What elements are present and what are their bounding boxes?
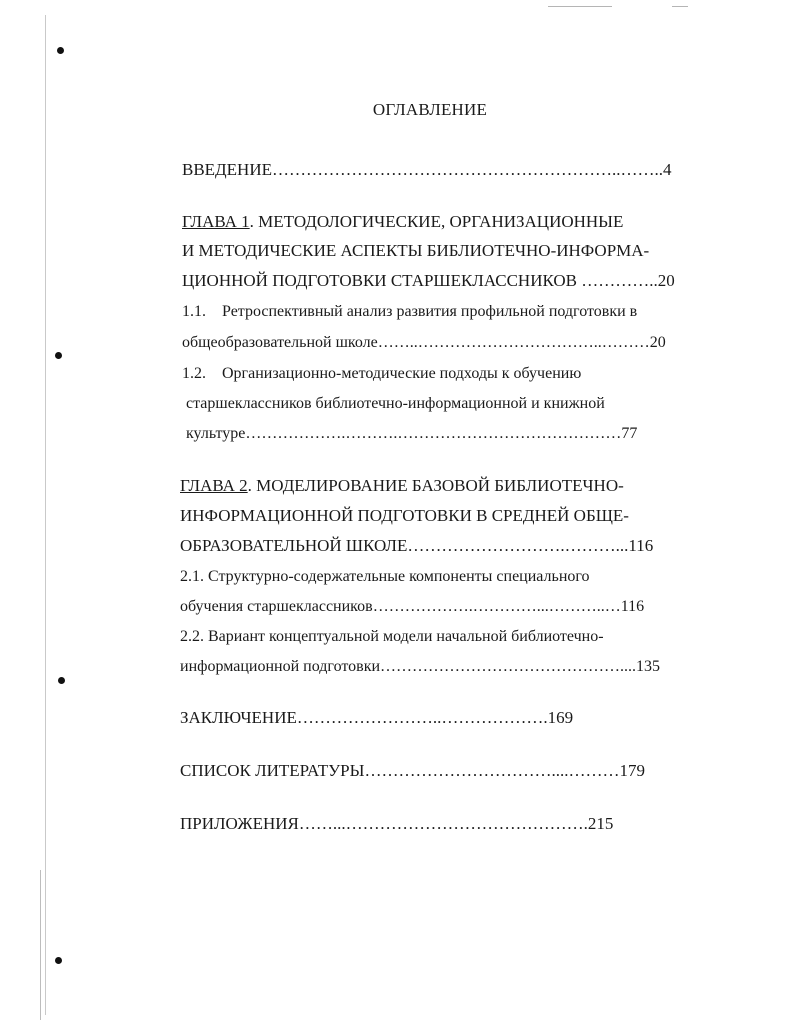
toc-section-1-2-line-1 xyxy=(182,363,581,385)
section-title: Организационно-методические подходы к обучению xyxy=(222,365,582,382)
toc-page-number: 77 xyxy=(621,425,638,442)
toc-page-number: 215 xyxy=(587,814,614,833)
toc-leader-dots: ……………….…………...………..… xyxy=(372,598,621,615)
scan-artifact-mark xyxy=(672,6,688,7)
toc-leader-dots: ……………….……….…………………………………… xyxy=(245,425,622,442)
toc-leader-dots: ……………………….………... xyxy=(407,536,629,555)
section-title: обучения старшеклассников xyxy=(180,598,373,615)
chapter-title: ЦИОННОЙ ПОДГОТОВКИ СТАРШЕКЛАССНИКОВ xyxy=(182,271,578,290)
toc-page-number: 179 xyxy=(619,761,645,780)
toc-page-number: 20 xyxy=(657,271,675,290)
toc-section-1-2-line-2: старшеклассников библиотечно-информационной и книжной xyxy=(186,395,605,412)
toc-chapter-1-line-2: И МЕТОДИЧЕСКИЕ АСПЕКТЫ БИБЛИОТЕЧНО-ИНФОРМА- xyxy=(182,241,650,260)
toc-chapter-2-line-3 xyxy=(180,535,653,557)
toc-section-1-1-line-2 xyxy=(182,332,666,354)
toc-entry-text: ВВЕДЕНИЕ xyxy=(182,160,272,179)
toc-leader-dots: ……………………………………………………..…….. xyxy=(271,160,663,179)
section-title: общеобразовательной школе xyxy=(182,334,378,351)
section-title: Ретроспективный анализ развития профильной подготовки в xyxy=(222,303,638,320)
chapter-label: ГЛАВА 2 xyxy=(180,476,248,495)
section-number: 1.1. xyxy=(182,303,206,320)
toc-entry-introduction xyxy=(182,159,671,181)
toc-entry-references xyxy=(180,760,645,782)
toc-section-1-1-line-1 xyxy=(182,301,637,323)
toc-page-number: 169 xyxy=(547,708,574,727)
toc-page-number: 4 xyxy=(662,160,672,179)
toc-entry-conclusion xyxy=(180,707,573,729)
toc-entry-text: ЗАКЛЮЧЕНИЕ xyxy=(180,708,297,727)
toc-entry-appendix xyxy=(180,813,613,835)
toc-chapter-1-line-3 xyxy=(182,270,675,292)
page-title: ОГЛАВЛЕНИЕ xyxy=(372,100,488,119)
toc-section-2-1-line-2 xyxy=(180,596,644,618)
section-title: информационной подготовки xyxy=(180,658,381,675)
punch-hole-icon xyxy=(57,47,64,54)
binding-margin-line xyxy=(45,15,46,1015)
toc-leader-dots: ………….. xyxy=(581,271,658,290)
chapter-label: ГЛАВА 1 xyxy=(182,212,250,231)
punch-hole-icon xyxy=(55,957,62,964)
toc-page-number: 116 xyxy=(628,536,654,555)
toc-entry-text: СПИСОК ЛИТЕРАТУРЫ xyxy=(180,761,365,780)
section-title: культуре xyxy=(186,425,246,442)
binding-margin-line-lower xyxy=(40,870,41,1020)
punch-hole-icon xyxy=(55,352,62,359)
toc-section-2-1-line-1: 2.1. Структурно-содержательные компоненты специального xyxy=(180,568,590,585)
toc-page-number: 20 xyxy=(649,334,666,351)
section-number: 1.2. xyxy=(182,365,206,382)
toc-page-number: 116 xyxy=(620,598,645,615)
toc-chapter-2-line-1 xyxy=(180,475,624,497)
toc-section-2-2-line-1: 2.2. Вариант концептуальной модели начальной библиотечно- xyxy=(180,628,604,645)
toc-entry-text: ПРИЛОЖЕНИЯ xyxy=(180,814,299,833)
scan-artifact-mark xyxy=(548,6,612,7)
chapter-title: . МОДЕЛИРОВАНИЕ БАЗОВОЙ БИБЛИОТЕЧНО- xyxy=(247,476,624,495)
toc-chapter-2-line-2: ИНФОРМАЦИОННОЙ ПОДГОТОВКИ В СРЕДНЕЙ ОБЩЕ- xyxy=(180,506,629,525)
toc-section-1-2-line-3 xyxy=(186,423,637,445)
toc-section-2-2-line-2 xyxy=(180,656,660,678)
chapter-title: ОБРАЗОВАТЕЛЬНОЙ ШКОЛЕ xyxy=(180,536,408,555)
punch-hole-icon xyxy=(58,677,65,684)
toc-chapter-1-line-1 xyxy=(182,211,623,233)
toc-leader-dots: ……………………………………….... xyxy=(380,658,637,675)
toc-leader-dots: ……………………………....……… xyxy=(364,761,620,780)
toc-leader-dots: ……...……………………………………. xyxy=(298,814,588,833)
toc-leader-dots: ……..……………………………..……… xyxy=(377,334,650,351)
chapter-title: . МЕТОДОЛОГИЧЕСКИЕ, ОРГАНИЗАЦИОННЫЕ xyxy=(249,212,624,231)
toc-page-number: 135 xyxy=(636,658,661,675)
toc-leader-dots: ……………………..………………. xyxy=(296,708,548,727)
